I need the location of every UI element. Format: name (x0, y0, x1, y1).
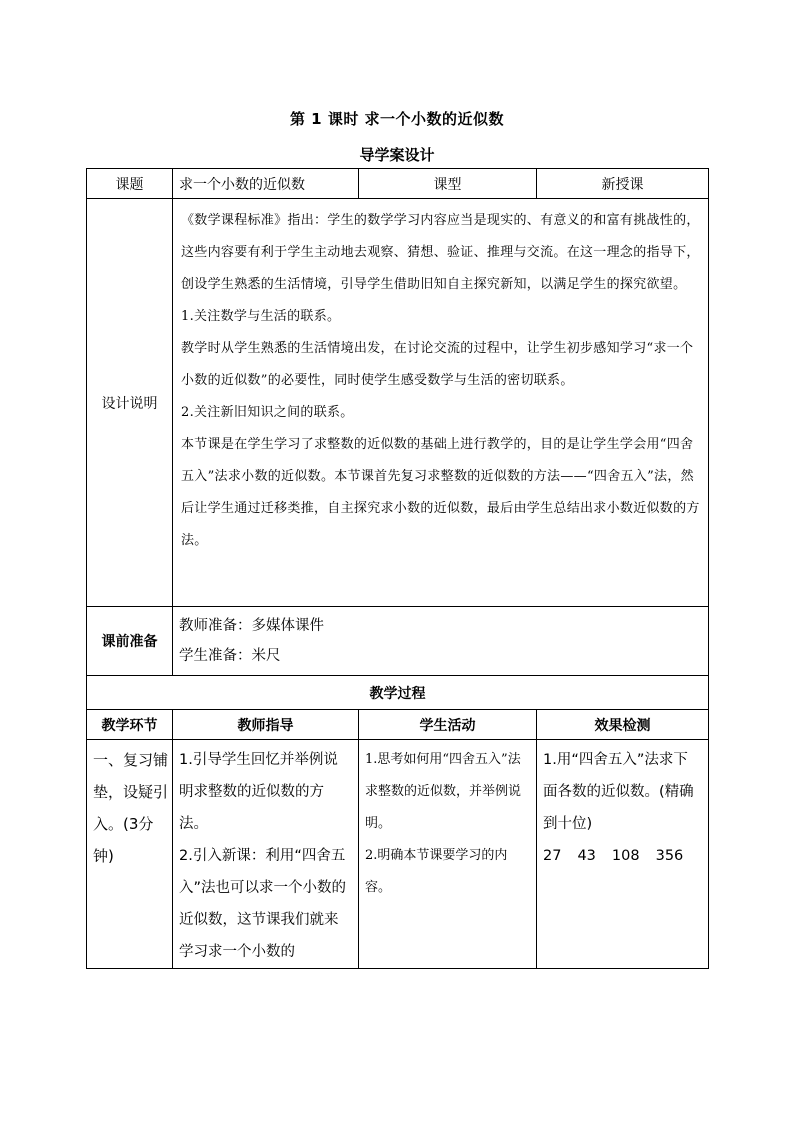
column-step: 教学环节 (87, 710, 173, 740)
design-paragraph-5: 本节课是在学生学习了求整数的近似数的基础上进行教学的，目的是让学生学会用“四舍五入”法求小数的近似数。本节课首先复习求整数的近似数的方法——“四舍五入”法，然后让学生通过迁移类推，自主探究求小数的近似数，最后由学生总结出求小数近似数的方法。 (181, 437, 700, 548)
check-number: 108 (611, 848, 640, 864)
type-value: 新授课 (537, 169, 709, 199)
design-content (173, 199, 709, 607)
check-numbers (543, 840, 702, 872)
process-heading-row (87, 676, 709, 710)
guide-item-2: 2.引入新课：利用“四舍五入”法也可以求一个小数的近似数，这节课我们就来学习求一个小数的 (179, 848, 347, 960)
activity-cell (359, 740, 537, 969)
topic-value: 求一个小数的近似数 (173, 169, 359, 199)
step-cell: 一、复习铺垫，设疑引入。(3分钟) (87, 740, 173, 969)
design-paragraph-1: 《数学课程标准》指出：学生的数学学习内容应当是现实的、有意义的和富有挑战性的，这些内容要有利于学生主动地去观察、猜想、验证、推理与交流。在这一理念的指导下，创设学生熟悉的生活情境，引导学生借助旧知自主探究新知，以满足学生的探究欲望。 (181, 213, 700, 292)
check-number: 43 (577, 848, 596, 864)
topic-label: 课题 (87, 169, 173, 199)
guide-cell (173, 740, 359, 969)
check-text: 1.用“四舍五入”法求下面各数的近似数。(精确到十位) (543, 752, 694, 832)
design-paragraph-2: 1.关注数学与生活的联系。 (181, 309, 341, 324)
type-label: 课型 (359, 169, 537, 199)
check-number: 27 (543, 848, 562, 864)
column-check: 效果检测 (537, 710, 709, 740)
activity-item-2: 2.明确本节课要学习的内容。 (365, 848, 508, 895)
prep-row (87, 607, 709, 676)
design-row (87, 199, 709, 607)
header-row (87, 169, 709, 199)
plan-subtitle: 导学案设计 (359, 146, 435, 164)
student-prep: 学生准备：米尺 (179, 648, 281, 664)
process-heading: 教学过程 (87, 676, 709, 710)
lesson-title: 第 1 课时 求一个小数的近似数 (289, 110, 505, 128)
design-label: 设计说明 (87, 199, 173, 607)
teacher-prep: 教师准备：多媒体课件 (179, 618, 324, 634)
prep-label: 课前准备 (87, 607, 173, 676)
process-row (87, 740, 709, 969)
design-paragraph-4: 2.关注新旧知识之间的联系。 (181, 405, 354, 420)
column-activity: 学生活动 (359, 710, 537, 740)
lesson-plan-table (86, 168, 709, 969)
activity-item-1: 1.思考如何用“四舍五入”法求整数的近似数，并举例说明。 (365, 752, 522, 831)
guide-item-1: 1.引导学生回忆并举例说明求整数的近似数的方法。 (179, 752, 338, 832)
design-paragraph-3: 教学时从学生熟悉的生活情境出发，在讨论交流的过程中，让学生初步感知学习“求一个小数的近似数”的必要性，同时使学生感受数学与生活的密切联系。 (181, 341, 694, 388)
check-cell (537, 740, 709, 969)
column-guide: 教师指导 (173, 710, 359, 740)
process-columns-row (87, 710, 709, 740)
check-number: 356 (655, 848, 684, 864)
prep-content (173, 607, 709, 676)
